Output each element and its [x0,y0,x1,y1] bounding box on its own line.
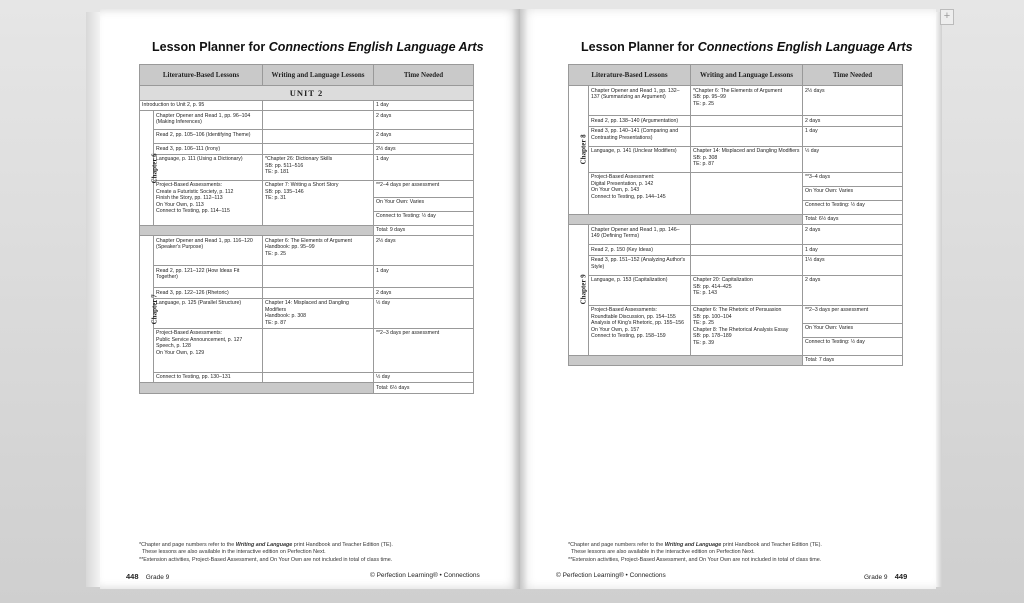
footnote: These lessons are also available in the interactive edition on Perfection Next. [142,549,326,556]
writing-lesson [691,172,803,214]
time-needed: 2½ days [374,236,474,266]
chapter-label-cell [569,225,589,356]
writing-lesson [263,328,374,372]
writing-lesson [691,116,803,127]
chapter-label: Chapter 8 [579,134,588,165]
time-needed: ½ day [374,298,474,328]
footnotes [139,542,499,564]
lit-lesson: Read 2, pp. 121–122 (How Ideas Fit Together) [154,266,263,288]
time-needed: On Your Own: Varies [803,186,903,200]
left-page-edge [86,12,100,587]
publisher-label: © Perfection Learning® • Connections [370,572,480,579]
right-page-edge [936,12,942,587]
writing-lesson [691,255,803,275]
chapter-label-cell [569,86,589,215]
time-needed: 1 day [374,154,474,180]
writing-lesson [691,245,803,256]
writing-lesson: Chapter 6: The Rhetoric of Persuasion SB: pp. 100–104 TE: p. 25 Chapter 8: The Rhetorical Analysis Essay SB: pp. 178–189 TE: p. 39 [691,305,803,355]
total-row-shade [569,214,803,225]
lit-lesson: Project-Based Assessments: Public Service Announcement, p. 127 Speech, p. 128 On Your Own, p. 129 [154,328,263,372]
writing-lesson [691,225,803,245]
header-time: Time Needed [803,65,903,86]
lit-lesson: Read 2, pp. 138–140 (Argumentation) [589,116,691,127]
total-row-shade [569,355,803,366]
chapter-total: Total: 7 days [803,355,903,366]
lit-lesson: Chapter Opener and Read 1, pp. 132–137 (Summarizing an Argument) [589,86,691,116]
lit-lesson: Chapter Opener and Read 1, pp. 96–104 (Making Inferences) [154,111,263,130]
time-needed: Connect to Testing: ½ day [803,200,903,214]
right-page [520,9,936,589]
chapter-total: Total: 6½ days [803,214,903,225]
writing-lesson: *Chapter 6: The Elements of Argument SB: pp. 95–99 TE: p. 25 [691,86,803,116]
footnotes [568,542,928,564]
footnote: **Extension activities, Project-Based Assessment, and On Your Own are not included in total of class time. [568,556,822,563]
footnote: **Extension activities, Project-Based Assessment, and On Your Own are not included in total of class time. [139,556,393,563]
writing-lesson: Chapter 6: The Elements of Argument Handbook: pp. 95–99 TE: p. 25 [263,236,374,266]
lit-lesson: Read 2, p. 150 (Key Ideas) [589,245,691,256]
lit-lesson: Project-Based Assessments: Roundtable Discussion, pp. 154–155 Analysis of King's Rhetoric, pp. 155–156 On Your Own, p. 157 Connect to Testing, pp. 158–159 [589,305,691,355]
lit-lesson: Read 3, pp. 151–152 (Analyzing Author's Style) [589,255,691,275]
lit-lesson: Language, p. 153 (Capitalization) [589,275,691,305]
time-needed: Connect to Testing: ½ day [374,211,474,225]
writing-lesson: Chapter 7: Writing a Short Story SB: pp. 135–146 TE: p. 31 [263,180,374,225]
footnote: *Chapter and page numbers refer to the Writing and Language print Handbook and Teacher Edition (TE). [568,542,822,548]
intro-lesson: Introduction to Unit 2, p. 95 [140,100,263,111]
page-title: Lesson Planner for Connections English Language Arts [581,40,913,54]
chapter-label-cell [140,111,159,226]
lit-lesson: Read 3, pp. 106–111 (Irony) [154,144,263,155]
time-needed: ½ day [374,372,474,383]
lit-lesson: Language, p. 141 (Unclear Modifiers) [589,146,691,172]
total-row-shade [140,383,374,394]
lit-lesson: Read 2, pp. 105–106 (Identifying Theme) [154,130,263,144]
page-number: 449 [894,572,908,581]
time-needed: **2–3 days per assessment [374,328,474,372]
chapter-label-cell [140,236,159,383]
header-writing: Writing and Language Lessons [263,65,374,86]
time-needed: 1½ days [803,255,903,275]
writing-lesson [691,126,803,146]
time-needed: Connect to Testing: ½ day [803,337,903,355]
header-literature: Literature-Based Lessons [140,65,263,86]
lit-lesson: Connect to Testing, pp. 130–131 [154,372,263,383]
lit-lesson: Project-Based Assessment: Digital Presentation, p. 142 On Your Own, p. 143 Connect to Testing, pp. 144–145 [589,172,691,214]
left-page [100,9,520,589]
unit-heading: UNIT 2 [140,86,474,101]
page-footer-left [126,572,169,581]
expand-button[interactable]: + [940,9,954,25]
footnote: These lessons are also available in the interactive edition on Perfection Next. [571,549,755,556]
time-needed: **2–3 days per assessment [803,305,903,323]
time-needed: 2 days [374,130,474,144]
header-time: Time Needed [374,65,474,86]
lit-lesson: Project-Based Assessments: Create a Futuristic Society, p. 112 Finish the Story, pp. 112–113 On Your Own, p. 113 Connect to Testing, pp. 114–115 [154,180,263,225]
header-writing: Writing and Language Lessons [691,65,803,86]
writing-lesson: Chapter 14: Misplaced and Dangling Modifiers SB: p. 308 TE: p. 87 [691,146,803,172]
time-needed: ½ day [803,146,903,172]
lit-lesson: Read 3, pp. 140–141 (Comparing and Contrasting Presentations) [589,126,691,146]
time-needed: On Your Own: Varies [803,323,903,337]
grade-label: Grade 9 [864,574,888,581]
writing-lesson [263,144,374,155]
chapter-total: Total: 6½ days [374,383,474,394]
writing-lesson [263,288,374,299]
intro-time: 1 day [374,100,474,111]
writing-lesson: *Chapter 26: Dictionary Skills SB: pp. 511–516 TE: p. 181 [263,154,374,180]
lit-lesson: Language, p. 111 (Using a Dictionary) [154,154,263,180]
lesson-planner-table [568,64,903,366]
chapter-label: Chapter 6 [150,152,159,183]
time-needed: 1 day [803,126,903,146]
publisher-label: © Perfection Learning® • Connections [556,572,666,579]
time-needed: 2 days [374,111,474,130]
chapter-total: Total: 9 days [374,225,474,236]
chapter-label: Chapter 7 [150,294,159,325]
lesson-planner-table [139,64,474,394]
footnote: *Chapter and page numbers refer to the Writing and Language print Handbook and Teacher Edition (TE). [139,542,393,548]
page-number: 448 [126,572,139,581]
grade-label: Grade 9 [145,574,170,581]
lit-lesson: Language, p. 125 (Parallel Structure) [154,298,263,328]
writing-lesson [263,130,374,144]
writing-lesson [263,111,374,130]
header-literature: Literature-Based Lessons [569,65,691,86]
time-needed: 2 days [803,225,903,245]
time-needed: **3–4 days [803,172,903,186]
chapter-label: Chapter 9 [579,274,588,305]
lit-lesson: Chapter Opener and Read 1, pp. 146–149 (Defining Terms) [589,225,691,245]
writing-lesson [263,372,374,383]
time-needed: 2½ days [803,86,903,116]
writing-lesson: Chapter 14: Misplaced and Dangling Modifiers Handbook: p. 308 TE: p. 87 [263,298,374,328]
empty-cell [263,100,374,111]
writing-lesson: Chapter 20: Capitalization SB: pp. 414–425 TE: p. 143 [691,275,803,305]
page-footer-right [864,572,907,581]
writing-lesson [263,266,374,288]
book-spine [512,9,528,589]
time-needed: 1 day [374,266,474,288]
time-needed: 1 day [803,245,903,256]
time-needed: 2 days [374,288,474,299]
lit-lesson: Chapter Opener and Read 1, pp. 116–120 (Speaker's Purpose) [154,236,263,266]
time-needed: 2½ days [374,144,474,155]
lit-lesson: Read 3, pp. 122–126 (Rhetoric) [154,288,263,299]
time-needed: **2–4 days per assessment [374,180,474,197]
time-needed: On Your Own: Varies [374,197,474,211]
page-title: Lesson Planner for Connections English Language Arts [152,40,484,54]
time-needed: 2 days [803,275,903,305]
total-row-shade [140,225,374,236]
time-needed: 2 days [803,116,903,127]
